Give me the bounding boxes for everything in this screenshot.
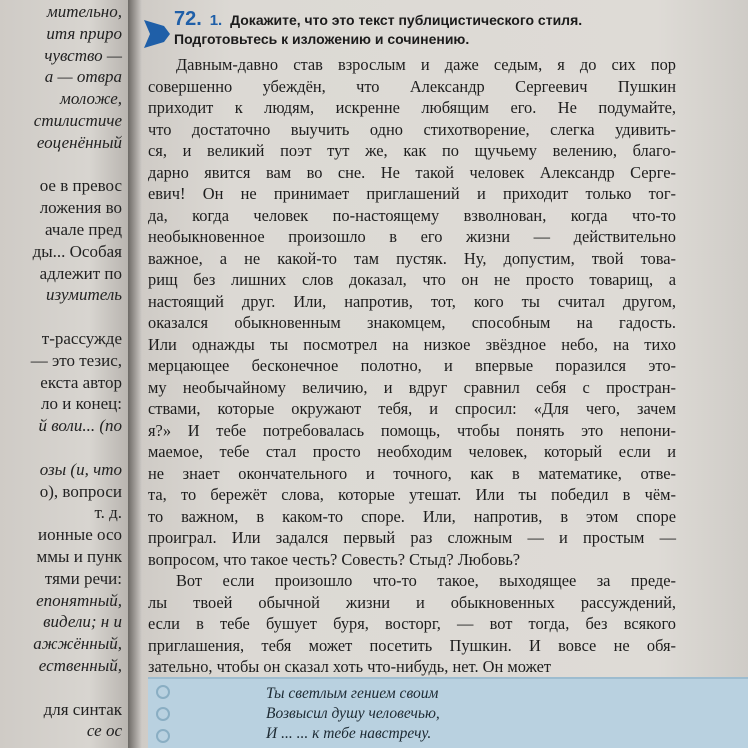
left-page-line: для синтак [43,699,122,719]
exercise-heading [174,10,734,49]
left-page-line: итя приро [46,23,122,43]
poem-line: Ты светлым гением своим [266,685,439,702]
left-page-line: ественный, [38,656,122,675]
left-page-line: ионные осо [38,525,122,545]
poem-box [148,677,748,748]
left-page-line: епонятный, [36,590,122,610]
ring-icon [156,685,170,699]
text-line: лы твоей обычной жизни и обыкновенных рассуждений, [148,592,676,612]
left-page-line: тями речи: [44,568,122,588]
left-page-line: видели; н и [43,612,122,632]
left-page-line: екста автор [40,372,122,392]
text-line: Вот если произошло что-то такое, выходящее за преде- [176,571,676,590]
left-page-line: стилистиче [33,111,122,130]
left-page-line: й воли... (по [38,416,122,436]
text-line: я?» И тебе потребовалась помощь, чтобы понять это непони- [148,420,676,440]
text-line: если в тебе бушует буря, восторг, — вот тогда, без всякого [148,614,676,633]
text-line: что достаточно выучить одно стихотворение, слегка удивить- [148,119,676,139]
text-line: Давным-давно став взрослым и даже седым, я до сих пор [176,55,676,74]
left-page-line: моложе, [59,89,122,109]
text-line: важное, а не какой-то там пустяк. Ну, допустим, твой това- [148,248,676,268]
text-line: приходит к людям, искренне любящим его. Не подумайте, [148,98,676,117]
book-gutter [128,0,142,748]
text-line: евич! Он не принимает приглашений и приходит только тог- [148,184,676,203]
text-line: та, то бережёт слова, которые утешат. Или ты победил в чём- [148,485,676,504]
left-page-line: ды... Особая [32,241,122,261]
text-line: да, когда человек по-настоящему взволнован, когда что-то [148,205,676,225]
left-page-line: ммы и пунк [36,547,122,566]
left-page-line: ачале пред [45,220,122,239]
task-number: 1. [209,12,223,29]
poem-line: Возвысил душу человечью, [266,705,440,722]
text-line: проиграл. Или задался первый раз сложным — и простым — [148,528,676,547]
text-line: приглашения, тебя может посетить Пушкин. И вовсе не обя- [148,635,676,655]
left-page-line: ложения во [39,198,122,218]
left-page-line: адлежит по [39,263,122,283]
text-line: необыкновенное произошло в его жизни — действительно [148,227,676,246]
task-instruction-1: Докажите, что это текст публицистического стиля. [230,12,583,28]
exercise-flag-icon [144,20,170,48]
text-line: не знает окончательного и точного, как в математике, отве- [148,463,676,483]
text-line: зательно, чтобы он сказал хоть что-нибудь, нет. Он может [148,657,552,676]
text-line: Или однажды ты посмотрел на низкое звёздное небо, на тихо [148,334,676,354]
text-line: маемое, тебе стал просто необходим человек, который если и [148,442,676,461]
text-line: дарно явится вам во сне. Не такой человек Александр Серге- [148,162,676,182]
left-page-line: чувство — [44,45,122,65]
right-page [142,0,748,748]
text-line: му необычайному величию, и вдруг сравнил себя с простран- [148,377,676,397]
left-page-line: — это тезис, [30,350,122,370]
text-line: то важном, в каком-то споре. Или, напротив, в этом споре [148,506,676,526]
text-line: ся, и великий поэт тут же, как по щучьему велению, благо- [148,141,676,160]
text-line: рищ без лишних слов доказал, что он не просто товарищ, а [148,270,676,289]
left-page-line: озы (и, что [39,459,122,479]
left-page-line: о), вопроси [39,481,122,501]
text-line: оказался обыкновенным знакомцем, способным на гадость. [148,313,676,332]
left-page-line: мительно, [46,2,122,21]
left-page-line: се ос [86,721,122,741]
task-instruction-2: Подготовьтесь к изложению и сочинению. [174,31,470,47]
text-line: вопросом, что такое честь? Совесть? Стыд? Любовь? [148,549,521,569]
left-page-line: а — отвра [44,67,122,87]
text-line: совершенно убеждён, что Александр Сергеевич Пушкин [148,76,676,96]
left-page-line: ло и конец: [41,394,122,414]
left-page-line: еоценённый [36,132,122,152]
left-page-line: т-рассужде [41,329,122,348]
poem-line: И ... ... к тебе навстречу. [266,725,432,742]
exercise-number: 72. [174,8,202,30]
text-line: ствами, которые окружают тебя, и спросил: «Для чего, зачем [148,399,676,418]
left-page-line: ажжённый, [33,634,122,654]
left-page-line: изумитель [45,285,122,305]
left-page [0,0,128,748]
left-page-line: т. д. [94,503,122,523]
ring-icon [156,707,170,721]
left-page-line: ое в превос [39,176,122,196]
text-line: мерцающее бесконечное полотно, и впервые поразился это- [148,356,676,375]
ring-icon [156,729,170,743]
text-line: настоящий друг. Или, напротив, тот, кого ты считал другом, [148,291,676,311]
